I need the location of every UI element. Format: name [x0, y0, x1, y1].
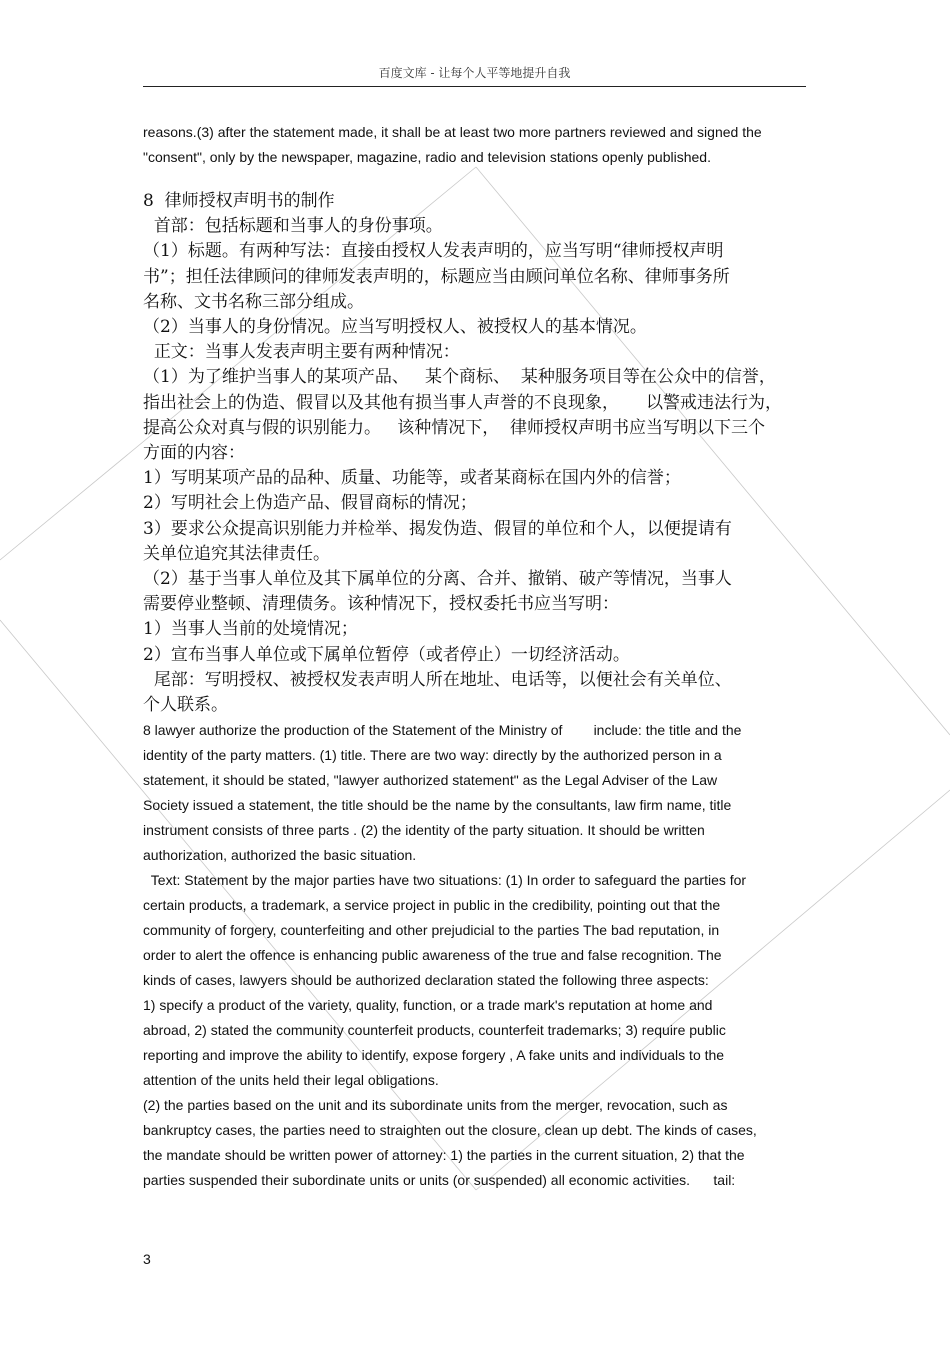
- text-line: kinds of cases, lawyers should be authorized declaration stated the following three aspects:: [143, 972, 709, 989]
- text-line: 1) specify a product of the variety, quality, function, or a trade mark's reputation at home and: [143, 997, 713, 1014]
- text-line: (2) the parties based on the unit and its subordinate units from the merger, revocation, such as: [143, 1097, 728, 1114]
- text-line: 名称、文书名称三部分组成。: [143, 291, 364, 312]
- text-line: 1）写明某项产品的品种、质量、功能等，或者某商标在国内外的信誉；: [143, 468, 681, 489]
- header-rule: [143, 86, 806, 87]
- text-line: 3）要求公众提高识别能力并检举、揭发伪造、假冒的单位和个人，以便提请有: [143, 518, 732, 539]
- text-line: 首部：包括标题和当事人的身份事项。: [143, 216, 443, 237]
- page-number: 3: [143, 1251, 151, 1267]
- text-line: community of forgery, counterfeiting and other prejudicial to the parties The bad reputation, in: [143, 922, 720, 939]
- intro-english: [143, 120, 808, 170]
- text-line: attention of the units held their legal obligations.: [143, 1072, 439, 1089]
- text-line: 提高公众对真与假的识别能力。 该种情况下， 律师授权声明书应当写明以下三个: [143, 417, 766, 438]
- text-line: authorization, authorized the basic situation.: [143, 847, 417, 864]
- text-line: identity of the party matters. (1) title. There are two way: directly by the authorized person in a: [143, 747, 722, 764]
- text-line: 指出社会上的伪造、假冒以及其他有损当事人声誉的不良现象， 以警戒违法行为，: [143, 392, 783, 413]
- text-line: Text: Statement by the major parties have two situations: (1) In order to safeguard the parties for: [143, 872, 747, 889]
- text-line: 书”；担任法律顾问的律师发表声明的，标题应当由顾问单位名称、律师事务所: [143, 266, 730, 287]
- text-line: reasons.(3) after the statement made, it shall be at least two more partners reviewed and signed the: [143, 124, 762, 140]
- text-line: 需要停业整顿、清理债务。该种情况下，授权委托书应当写明：: [143, 594, 619, 615]
- section-heading: 8 律师授权声明书的制作: [143, 191, 335, 211]
- section-english: [143, 718, 808, 1193]
- text-line: （1）为了维护当事人的某项产品、 某个商标、 某种服务项目等在公众中的信誉，: [143, 367, 776, 388]
- text-line: 1）当事人当前的处境情况；: [143, 619, 358, 640]
- text-line: reporting and improve the ability to identify, expose forgery , A fake units and individuals to the: [143, 1047, 725, 1064]
- text-line: certain products, a trademark, a service project in public in the credibility, pointing out that the: [143, 897, 721, 914]
- text-line: （1）标题。有两种写法：直接由授权人发表声明的，应当写明“律师授权声明: [143, 241, 724, 262]
- section-chinese: [143, 189, 808, 718]
- text-line: bankruptcy cases, the parties need to straighten out the closure, clean up debt. The kinds of cases,: [143, 1122, 757, 1139]
- text-line: 关单位追究其法律责任。: [143, 543, 330, 564]
- text-line: 8 lawyer authorize the production of the Statement of the Ministry of include: the title and the: [143, 722, 742, 739]
- text-line: 个人联系。: [143, 695, 228, 716]
- page-header: 百度文库 - 让每个人平等地提升自我: [378, 66, 571, 80]
- text-line: abroad, 2) stated the community counterfeit products, counterfeit trademarks; 3) require public: [143, 1022, 726, 1039]
- text-line: instrument consists of three parts . (2) the identity of the party situation. It should be written: [143, 822, 705, 839]
- text-line: order to alert the offence is enhancing public awareness of the true and false recognition. The: [143, 947, 722, 964]
- text-line: the mandate should be written power of attorney: 1) the parties in the current situation, 2) that the: [143, 1147, 745, 1164]
- text-line: 方面的内容：: [143, 443, 245, 464]
- text-line: "consent", only by the newspaper, magazine, radio and television stations openly published.: [143, 149, 711, 165]
- text-line: 2）写明社会上伪造产品、假冒商标的情况；: [143, 493, 477, 514]
- text-line: 尾部：写明授权、被授权发表声明人所在地址、电话等，以便社会有关单位、: [143, 669, 732, 690]
- document-body: [143, 120, 808, 1193]
- text-line: 正文：当事人发表声明主要有两种情况：: [143, 342, 460, 363]
- text-line: 2）宣布当事人单位或下属单位暂停（或者停止）一切经济活动。: [143, 644, 630, 665]
- text-line: parties suspended their subordinate units or units (or suspended) all economic activities. tail:: [143, 1172, 736, 1189]
- text-line: （2）基于当事人单位及其下属单位的分离、合并、撤销、破产等情况，当事人: [143, 569, 732, 590]
- text-line: Society issued a statement, the title should be the name by the consultants, law firm name, title: [143, 797, 732, 814]
- text-line: statement, it should be stated, "lawyer authorized statement" as the Legal Adviser of the Law: [143, 772, 718, 789]
- text-line: （2）当事人的身份情况。应当写明授权人、被授权人的基本情况。: [143, 317, 647, 338]
